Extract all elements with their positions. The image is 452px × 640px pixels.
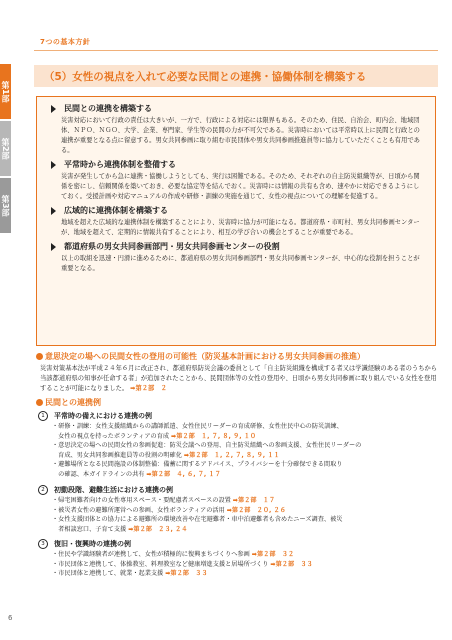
example-line: ・避難場所となる民間施設の体制整備：備蓄に関するアドバイス、プライバシーを十分確保できる間取り xyxy=(52,461,343,468)
policy-item xyxy=(51,241,425,274)
circled-number-icon: 2 xyxy=(38,485,48,495)
example-group-title: 初動段階、避難生活における連携の例 xyxy=(54,486,173,494)
example-line: ・住民や学識経験者が連携して、女性が積極的に復興まちづくりへ参画 xyxy=(52,551,250,558)
item-heading: 平常時から連携体制を整備する xyxy=(64,160,176,169)
circled-number-icon: 1 xyxy=(38,411,48,421)
triangle-bullet-icon xyxy=(51,207,56,215)
item-body: 災害対応において行政の責任は大きいが、一方で、行政による対応には限界もある。そのため、住民、自治会、町内会、地域団体、ＮＰＯ、ＮＧＯ、大学、企業、専門家、学生等の民間の力が不可欠である。災害時においては平常時以上に民間と行政との連携が重要となる点に留意する。男女共同参画に取り組む市民団体や男女共同参画推進員等に協力していただくことも有用である。 xyxy=(61,117,420,154)
item-heading: 都道府県の男女共同参画部門・男女共同参画センターの役割 xyxy=(64,242,280,251)
example-group xyxy=(38,539,438,579)
decision-heading-text: 意思決定の場への民間女性の登用の可能性（防災基本計画における男女共同参画の推進） xyxy=(45,352,365,361)
example-line: の確認、本ガイドラインの共有 xyxy=(52,470,145,478)
cross-reference[interactable]: ➡第２部 １７ xyxy=(232,497,276,504)
bullet-dot-icon xyxy=(36,399,43,406)
triangle-bullet-icon xyxy=(51,243,56,251)
side-tab-part-3[interactable]: 第3部 xyxy=(0,178,11,233)
triangle-bullet-icon xyxy=(51,161,56,169)
triangle-bullet-icon xyxy=(51,105,56,113)
policy-item xyxy=(51,159,425,202)
decision-body: 災害対策基本法が平成２４年６月に改正され、都道府県防災会議の委員として「自主防災組織を構成する者又は学識経験のある者のうちから当該都道府県の知事が任命する者」が追加されたことから、民間団体等の女性の登用や、日頃から男女共同参画に取り組んでいる女性を登用することが可能になりました。 xyxy=(40,365,438,392)
example-line: ・被災者女性の避難所運営への参画、女性ボランティアの活用 xyxy=(52,506,225,514)
decision-heading xyxy=(36,351,365,362)
example-group xyxy=(38,411,438,479)
section-title: （5）女性の視点を入れて必要な民間との連携・協働体制を構築する xyxy=(34,65,438,87)
cross-reference[interactable]: ➡第２部 ２ xyxy=(130,385,167,392)
page-number: 6 xyxy=(8,614,13,622)
policy-item xyxy=(51,205,425,238)
example-line: 育成、男女共同参画推進員等の役割の明確化 xyxy=(52,451,182,459)
policy-item xyxy=(51,103,425,156)
cross-reference[interactable]: ➡第２部 ２３, ２４ xyxy=(128,525,188,533)
bullet-dot-icon xyxy=(36,353,43,360)
item-heading: 民間との連携を構築する xyxy=(64,104,152,113)
examples-heading xyxy=(36,397,101,408)
item-body: 以上の取組を迅速・円滑に進めるために、都道府県の男女共同参画部門・男女共同参画センターが、中心的な役割を担うことが重要となる。 xyxy=(61,255,420,272)
item-body: 災害が発生してから急に連携・協働しようとしても、実行は困難である。そのため、それぞれの自主防災組織等が、日頃から関係を密にし、信頼関係を築いておき、必要な協定等を結んでおく。災害時には情報の共有も含め、速やかに対応できるようにしておく。受援計画や対応マニュアルの作成や研修・訓練の実施を通じて、女性の視点についての理解を促進する。 xyxy=(61,173,420,200)
side-tabs xyxy=(0,64,19,235)
decision-paragraph xyxy=(40,364,438,394)
example-line: ・意思決定の場への民間女性の参画促進：防災会議への登用、自主防災組織への参画支援、女性住民リーダーの xyxy=(52,442,362,449)
example-line: ・研修・訓練：女性支援組織からの講師派遣、女性住民リーダーの育成研修、女性住民中心の防災訓練、 xyxy=(52,423,343,430)
cross-reference[interactable]: ➡第２部 ３３ xyxy=(270,560,313,568)
cross-reference[interactable]: ➡第２部 １, ７, ８, ９, １０ xyxy=(171,432,257,440)
example-line: 女性の視点を持ったボランティアの育成 xyxy=(52,432,170,440)
policy-box xyxy=(36,96,436,346)
example-group-title: 平常時の備えにおける連携の例 xyxy=(54,412,152,420)
cross-reference[interactable]: ➡第２部 １, ２, ７, ８, ９, １１ xyxy=(183,451,280,459)
side-tab-part-1[interactable]: 第1部 xyxy=(0,64,11,119)
item-heading: 広域的に連携体制を構築する xyxy=(64,206,168,215)
cross-reference[interactable]: ➡第２部 ３２ xyxy=(251,551,295,558)
header-rule xyxy=(34,50,438,51)
circled-number-icon: 3 xyxy=(38,539,48,549)
example-group xyxy=(38,485,438,534)
example-line: ・市民団体と連携して、就業・起業支援 xyxy=(52,570,164,577)
example-line: 者相談窓口、子育て支援 xyxy=(52,525,127,533)
example-line: ・市民団体と連携して、体操教室、料理教室など健康増進支援と居場所づくり xyxy=(52,560,269,568)
examples-heading-text: 民間との連携例 xyxy=(45,398,101,407)
cross-reference[interactable]: ➡第２部 ２０, ２６ xyxy=(226,506,286,514)
example-line: ・帰宅困難者向けの女性専用スペース・要配慮者スペースの設置 xyxy=(52,497,231,504)
cross-reference[interactable]: ➡第２部 ４, ６, ７, １７ xyxy=(146,470,221,478)
chapter-header-label: 7つの基本方針 xyxy=(40,38,91,46)
example-line: ・女性支援団体との協力による避難所の環境改善や在宅避難者・車中泊避難者も含めたニーズ調査、被災 xyxy=(52,516,343,523)
side-tab-part-2[interactable]: 第2部 xyxy=(0,121,11,176)
example-group-title: 復旧・復興時の連携の例 xyxy=(54,540,131,548)
item-body: 地域を超えた広域的な連携体制を構築することにより、災害時に協力が可能になる。都道府県・市町村、男女共同参画センターが、地域を超えて、定期的に情報共有することにより、相互の学び合いの機会とすることが重要である。 xyxy=(61,219,420,236)
cross-reference[interactable]: ➡第２部 ３３ xyxy=(165,570,208,577)
